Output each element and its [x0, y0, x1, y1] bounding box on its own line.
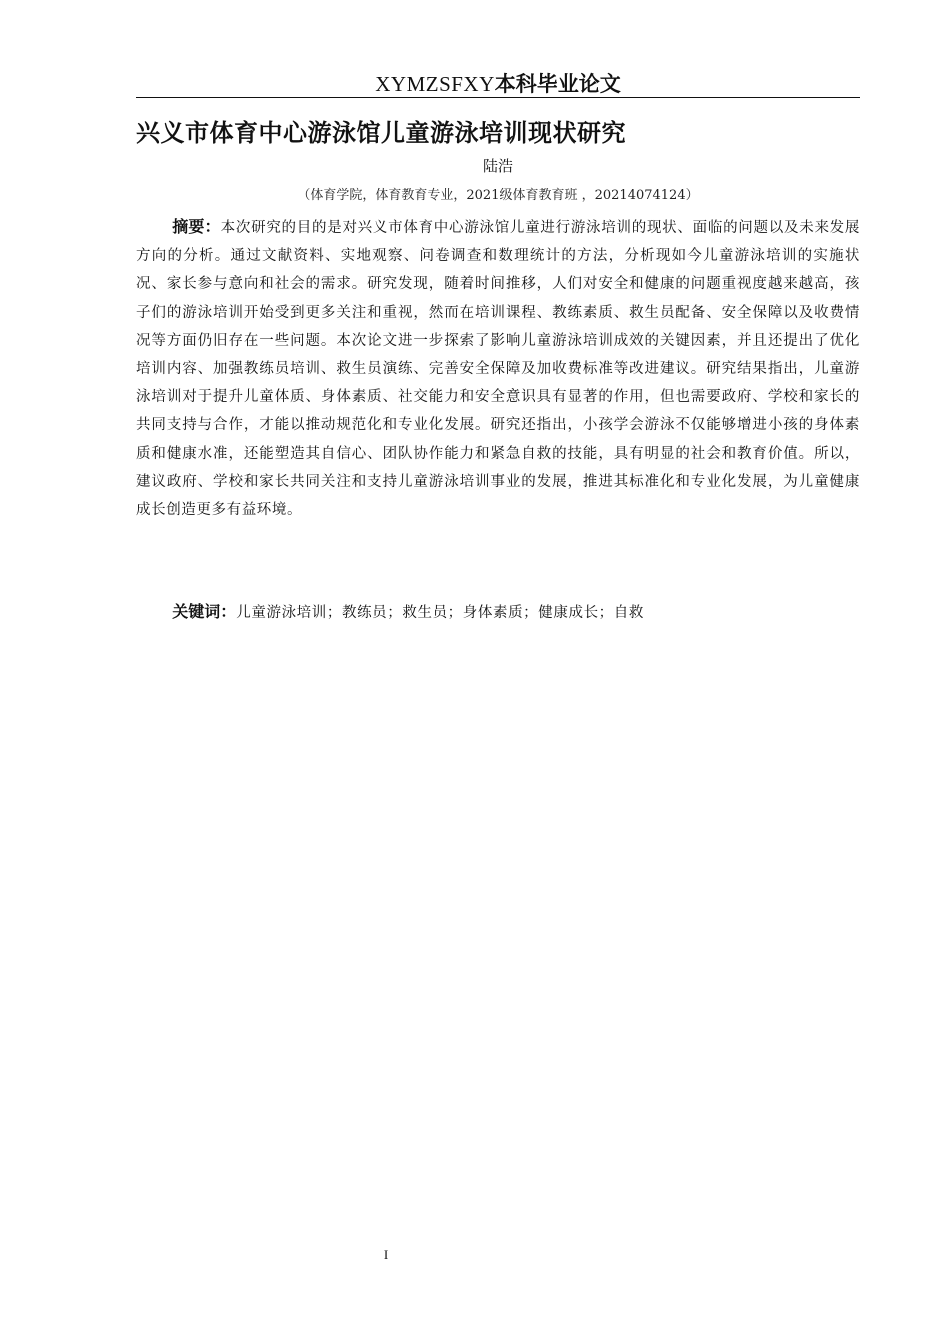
header-prefix: XYMZSFXY [375, 72, 495, 96]
author-name: 陆浩 [482, 157, 513, 175]
abstract-text: 本次研究的目的是对兴义市体育中心游泳馆儿童进行游泳培训的现状、面临的问题以及未来发展方向的分析。通过文献资料、实地观察、问卷调查和数理统计的方法，分析现如今儿童游泳培训的实施状况、家长参与意向和社会的需求。研究发现，随着时间推移，人们对安全和健康的问题重视度越来越高，孩子们的游泳培训开始受到更多关注和重视，然而在培训课程、教练素质、救生员配备、安全保障以及收费情况等方面仍旧存在一些问题。本次论文进一步探索了影响儿童游泳培训成效的关键因素，并且还提出了优化培训内容、加强教练员培训、救生员演练、完善安全保障及加收费标准等改进建议。研究结果指出，儿童游泳培训对于提升儿童体质、身体素质、社交能力和安全意识具有显著的作用，但也需要政府、学校和家长的共同支持与合作，才能以推动规范化和专业化发展。研究还指出，小孩学会游泳不仅能够增进小孩的身体素质和健康水准，还能塑造其自信心、团队协作能力和紧急自救的技能，具有明显的社会和教育价值。所以，建议政府、学校和家长共同关注和支持儿童游泳培训事业的发展，推进其标准化和专业化发展，为儿童健康成长创造更多有益环境。 [136, 220, 860, 519]
page-number: I [383, 1247, 389, 1262]
running-header [136, 70, 860, 98]
header-suffix: 本科毕业论文 [494, 72, 621, 96]
keywords-text: 儿童游泳培训；教练员；救生员；身体素质；健康成长；自救 [236, 605, 644, 621]
abstract-paragraph [136, 213, 860, 524]
affiliation: （体育学院，体育教育专业，2021级体育教育班 ，20214074124） [297, 188, 699, 203]
keywords-label: 关键词： [172, 602, 237, 621]
keywords-line [136, 598, 860, 627]
abstract-label: 摘要： [172, 217, 221, 236]
header-rule [136, 97, 860, 98]
paper-title: 兴义市体育中心游泳馆儿童游泳培训现状研究 [136, 119, 626, 147]
